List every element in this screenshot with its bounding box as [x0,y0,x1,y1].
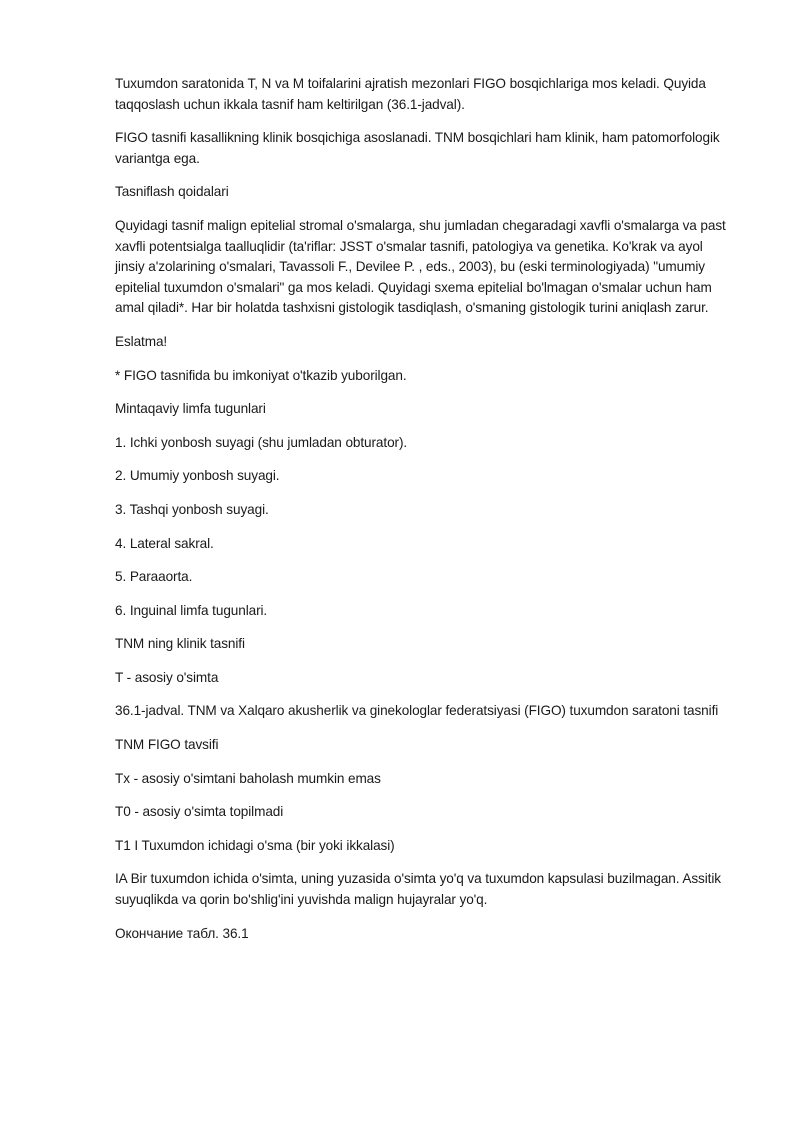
list-item: 6. Inguinal limfa tugunlari. [115,602,268,618]
section-heading-lymph-nodes: Mintaqaviy limfa tugunlari [115,401,266,417]
list-item: 1. Ichki yonbosh suyagi (shu jumladan obturator). [115,434,408,450]
intro-paragraph: Tuxumdon saratonida T, N va M toifalarini ajratish mezonlari FIGO bosqichlariga mos keladi. Quyida taqqoslash uchun ikkala tasnif ham keltirilgan (36.1-jadval). [115,76,706,112]
section-heading-rules: Tasniflash qoidalari [115,184,229,200]
note-heading: Eslatma! [115,333,168,349]
list-item: 5. Paraaorta. [115,569,193,585]
table-continuation-note: Окончание табл. 36.1 [115,925,249,941]
list-item: 4. Lateral sakral. [115,535,214,551]
table-header-line: TNM FIGO tavsifi [115,737,219,753]
table-caption: 36.1-jadval. TNM va Xalqaro akusherlik va ginekologlar federatsiyasi (FIGO) tuxumdon saratoni tasnifi [115,703,719,719]
footnote-paragraph: * FIGO tasnifida bu imkoniyat o'tkazib yuborilgan. [115,367,407,383]
table-row: Tx - asosiy o'simtani baholash mumkin emas [115,770,381,786]
primary-tumor-heading: T - asosiy o'simta [115,669,219,685]
classification-scope-paragraph: Quyidagi tasnif malign epitelial stromal o'smalarga, shu jumladan chegaradagi xavfli o'smalarga va past xavfli potentsialga taalluqlidir (ta'riflar: JSST o'smalar tasnifi, patologiya va genetika. Ko'krak va ayol jinsiy a'zolarining o'smalari, Tavassoli F., Devilee P. , eds., 2003), bu (eski terminologiyada) "umumiy epitelial tuxumdon o'smalari" ga mos keladi. Quyidagi sxema epitelial bo'lmagan o'smalar uchun ham amal qiladi*. Har bir holatda tashxisni gistologik tasdiqlash, o'smaning gistologik turini aniqlash zarur. [115,217,726,316]
table-row: T0 - asosiy o'simta topilmadi [115,804,284,820]
list-item: 2. Umumiy yonbosh suyagi. [115,468,280,484]
table-row: IA Bir tuxumdon ichida o'simta, uning yuzasida o'simta yo'q va tuxumdon kapsulasi buzilmagan. Assitik suyuqlikda va qorin bo'shlig'ini yuvishda malign hujayralar yo'q. [115,871,721,908]
list-item: 3. Tashqi yonbosh suyagi. [115,501,269,517]
table-row: T1 I Tuxumdon ichidagi o'sma (bir yoki ikkalasi) [115,837,395,853]
document-page [115,74,735,957]
figo-basis-paragraph: FIGO tasnifi kasallikning klinik bosqichiga asoslanadi. TNM bosqichlari ham klinik, ham patomorfologik variantga ega. [115,130,720,166]
section-heading-tnm-clinical: TNM ning klinik tasnifi [115,636,245,652]
